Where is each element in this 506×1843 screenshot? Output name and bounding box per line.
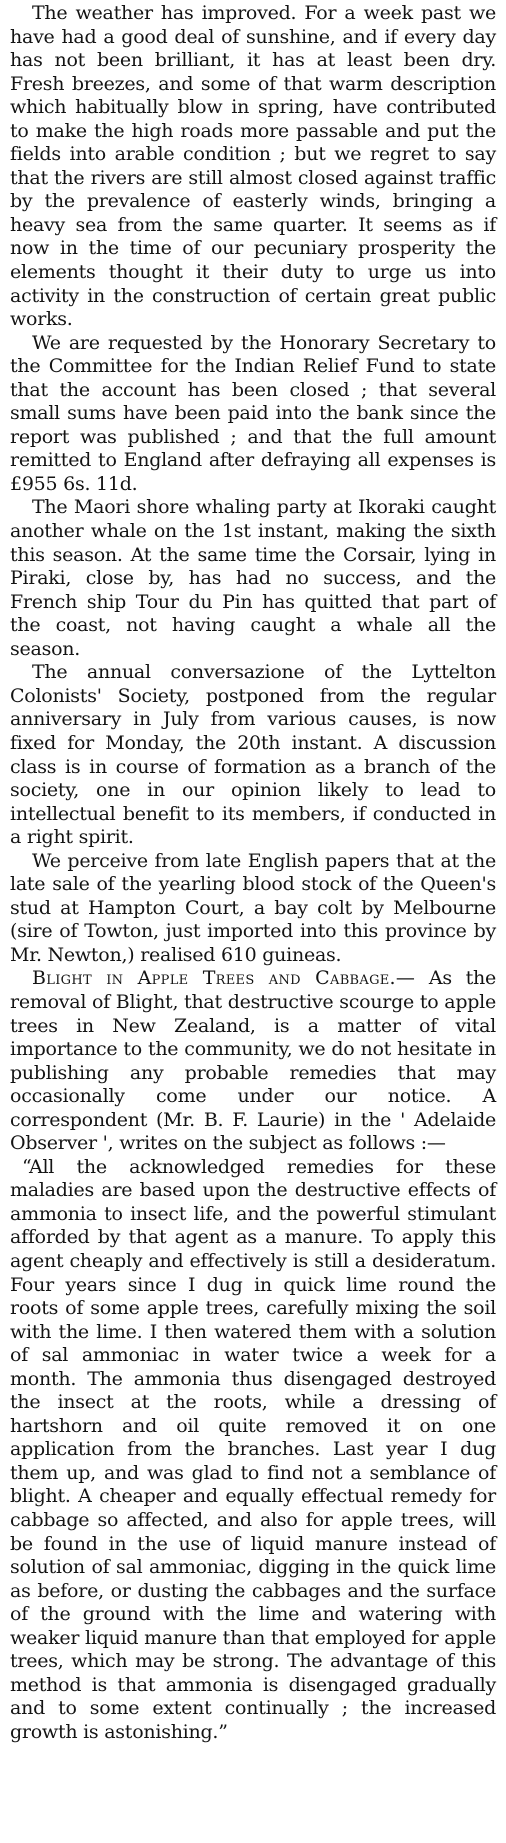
- paragraph-text: We are requested by the Honorary Secretary to the Committee for the Indian Relief Fund to state that the account has been closed ; that several small sums have been paid into the bank since the report was published ; and that the full amount remitted to England after defraying all expenses is £955 6s. 11d.: [10, 331, 496, 495]
- paragraph-indian-relief-fund: [10, 332, 496, 497]
- paragraph-text: The Maori shore whaling party at Ikoraki caught another whale on the 1st instant, making the sixth this season. At the same time the Corsair, lying in Piraki, close by, has had no success, and the French ship Tour du Pin has quitted that part of the coast, not having caught a whale all the season.: [10, 496, 496, 660]
- section-heading: Blight in Apple Trees and Cabbage.—: [32, 967, 416, 990]
- paragraph-weather: [10, 2, 496, 332]
- paragraph-text: The weather has improved. For a week past we have had a good deal of sunshine, and if every day has not been brilliant, it has at least been dry. Fresh breezes, and some of that warm description which habitually blow in spring, have contributed to make the high roads more passable and put the fields into arable condition ; but we regret to say that the rivers are still almost closed against traffic by the prevalence of easterly winds, bringing a heavy sea from the same quarter. It seems as if now in the time of our pecuniary prosperity the elements thought it their duty to urge us into activity in the construction of certain great public works.: [10, 2, 496, 331]
- paragraph-text: We perceive from late English papers that at the late sale of the yearling blood stock of the Queen's stud at Hampton Court, a bay colt by Melbourne (sire of Towton, just imported into this province by Mr. Newton,) realised 610 guineas.: [10, 849, 496, 966]
- quoted-letter: [10, 1156, 496, 1745]
- quote-text: “All the acknowledged remedies for these maladies are based upon the destructive effects of ammonia to insect life, and the powerful stimulant afforded by that agent as a manure. To apply this agent cheaply and effectively is still a desideratum. Four years since I dug in quick lime round the roots of some apple trees, carefully mixing the soil with the lime. I then watered them with a solution of sal ammoniac in water twice a week for a month. The ammonia thus disengaged destroyed the insect at the roots, while a dressing of hartshorn and oil quite removed it on one application from the branches. Last year I dug them up, and was glad to find not a semblance of blight. A cheaper and equally effectual remedy for cabbage so affected, and also for apple trees, will be found in the use of liquid manure instead of solution of sal ammoniac, digging in the quick lime as before, or dusting the cabbages and the surface of the ground with the lime and watering with weaker liquid manure than that employed for apple trees, which may be strong. The advantage of this method is that ammonia is disengaged gradually and to some extent continually ; the increased growth is astonishing.”: [10, 1155, 496, 1743]
- paragraph-lyttelton-conversazione: [10, 661, 496, 849]
- paragraph-maori-whaling: [10, 496, 496, 661]
- paragraph-text: The annual conversazione of the Lyttelton Colonists' Society, postponed from the regular anniversary in July from various causes, is now fixed for Monday, the 20th instant. A discussion class is in course of formation as a branch of the society, one in our opinion likely to lead to intellectual benefit to its members, if conducted in a right spirit.: [10, 661, 496, 849]
- paragraph-text: As the removal of Blight, that destructive scourge to apple trees in New Zealand, is a matter of vital importance to the community, we do not hesitate in publishing any probable remedies that may occasionally come under our notice. A correspondent (Mr. B. F. Laurie) in the ' Adelaide Observer ', writes on the subject as follows :—: [10, 967, 496, 1155]
- paragraph-blight: [10, 967, 496, 1155]
- paragraph-yearling-sale: [10, 850, 496, 968]
